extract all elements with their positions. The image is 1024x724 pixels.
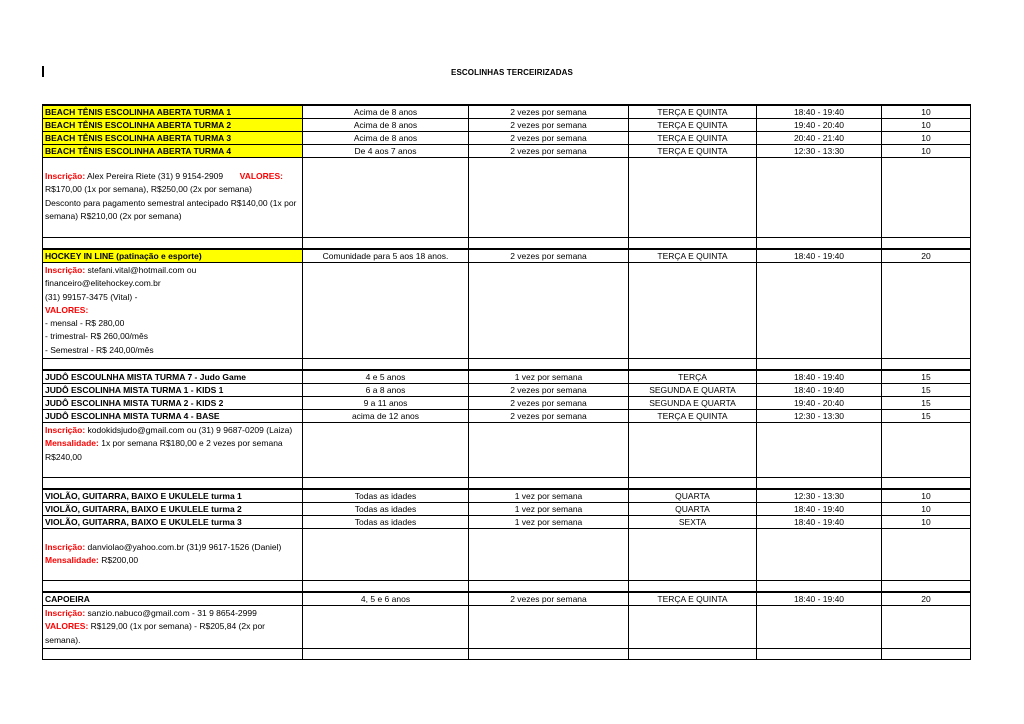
class-name: BEACH TÊNIS ESCOLINHA ABERTA TURMA 4 xyxy=(43,145,303,158)
weekdays: QUARTA xyxy=(629,503,757,516)
table-row xyxy=(43,119,971,132)
frequency: 2 vezes por semana xyxy=(469,592,629,606)
spots: 10 xyxy=(882,105,971,119)
age-range: Comunidade para 5 aos 18 anos. xyxy=(303,249,469,263)
table-row xyxy=(43,503,971,516)
schedule-time: 18:40 - 19:40 xyxy=(757,105,882,119)
spots: 10 xyxy=(882,516,971,529)
weekdays: TERÇA E QUINTA xyxy=(629,249,757,263)
age-range: Acima de 8 anos xyxy=(303,132,469,145)
frequency: 1 vez por semana xyxy=(469,489,629,503)
contact-text: kodokidsjudo@gmail.com ou (31) 9 9687-0209 (Laiza) xyxy=(85,425,293,436)
spots: 15 xyxy=(882,397,971,410)
weekdays: TERÇA E QUINTA xyxy=(629,592,757,606)
info-label: Inscrição: xyxy=(45,265,86,275)
info-row xyxy=(43,423,971,478)
age-range: De 4 aos 7 anos xyxy=(303,145,469,158)
weekdays: TERÇA xyxy=(629,370,757,384)
spots: 20 xyxy=(882,592,971,606)
spots: 15 xyxy=(882,384,971,397)
class-name: HOCKEY IN LINE (patinação e esporte) xyxy=(43,249,303,263)
prices-label: VALORES: xyxy=(45,621,89,632)
frequency: 2 vezes por semana xyxy=(469,384,629,397)
weekdays: TERÇA E QUINTA xyxy=(629,132,757,145)
fee-label: Mensalidade: xyxy=(45,438,99,449)
weekdays: SEGUNDA E QUARTA xyxy=(629,384,757,397)
schedule-time: 19:40 - 20:40 xyxy=(757,397,882,410)
age-range: 4 e 5 anos xyxy=(303,370,469,384)
info-row xyxy=(43,158,971,238)
enrollment-info xyxy=(43,158,303,238)
spacer-row xyxy=(43,581,971,593)
table-row xyxy=(43,105,971,119)
spacer-row xyxy=(43,359,971,371)
fee-text: 1x por semana R$180,00 e 2 vezes por semana R$240,00 xyxy=(45,438,283,462)
table-row xyxy=(43,132,971,145)
info-label: Inscrição: xyxy=(45,425,86,436)
enrollment-info xyxy=(43,529,303,581)
spots: 10 xyxy=(882,132,971,145)
schedule-time: 18:40 - 19:40 xyxy=(757,249,882,263)
age-range: Todas as idades xyxy=(303,489,469,503)
info-label: Inscrição: xyxy=(45,171,86,181)
price-line: - trimestral- R$ 260,00/mês xyxy=(45,331,148,342)
contact-text: stefani.vital@hotmail.com ou financeiro@elitehockey.com.br xyxy=(45,265,197,289)
frequency: 2 vezes por semana xyxy=(469,105,629,119)
table-row xyxy=(43,145,971,158)
phone-text: (31) 99157-3475 (Vital) - xyxy=(45,291,138,302)
price-line: - mensal - R$ 280,00 xyxy=(45,318,125,329)
table-row xyxy=(43,410,971,423)
contact-text: Alex Pereira Riete (31) 9 9154-2909 xyxy=(85,171,224,181)
age-range: Todas as idades xyxy=(303,516,469,529)
spots: 10 xyxy=(882,119,971,132)
class-name: JUDÔ ESCOLINHA MISTA TURMA 2 - KIDS 2 xyxy=(43,397,303,410)
schedule-time: 19:40 - 20:40 xyxy=(757,119,882,132)
frequency: 1 vez por semana xyxy=(469,516,629,529)
spots: 10 xyxy=(882,145,971,158)
class-name: VIOLÃO, GUITARRA, BAIXO E UKULELE turma 1 xyxy=(43,489,303,503)
class-name: BEACH TÊNIS ESCOLINHA ABERTA TURMA 3 xyxy=(43,132,303,145)
weekdays: TERÇA E QUINTA xyxy=(629,145,757,158)
table-row xyxy=(43,370,971,384)
weekdays: TERÇA E QUINTA xyxy=(629,105,757,119)
info-label: Inscrição: xyxy=(45,608,86,619)
weekdays: TERÇA E QUINTA xyxy=(629,410,757,423)
info-row xyxy=(43,529,971,581)
contact-text: sanzio.nabuco@gmail.com - 31 9 8654-2999 xyxy=(85,608,257,619)
schedule-time: 18:40 - 19:40 xyxy=(757,370,882,384)
enrollment-info xyxy=(43,263,303,359)
prices-text: R$170,00 (1x por semana), R$250,00 (2x por semana) xyxy=(45,184,252,195)
spacer-row xyxy=(43,238,971,250)
info-row xyxy=(43,263,971,359)
schedule-time: 12:30 - 13:30 xyxy=(757,489,882,503)
spots: 15 xyxy=(882,370,971,384)
spots: 20 xyxy=(882,249,971,263)
class-name: VIOLÃO, GUITARRA, BAIXO E UKULELE turma 3 xyxy=(43,516,303,529)
table-row xyxy=(43,592,971,606)
class-name: BEACH TÊNIS ESCOLINHA ABERTA TURMA 2 xyxy=(43,119,303,132)
age-range: 4, 5 e 6 anos xyxy=(303,592,469,606)
schedule-time: 18:40 - 19:40 xyxy=(757,592,882,606)
info-row xyxy=(43,606,971,649)
schedule-time: 12:30 - 13:30 xyxy=(757,145,882,158)
spots: 15 xyxy=(882,410,971,423)
age-range: 6 a 8 anos xyxy=(303,384,469,397)
fee-text: R$200,00 xyxy=(98,555,139,566)
table-row xyxy=(43,384,971,397)
table-row xyxy=(43,249,971,263)
weekdays: TERÇA E QUINTA xyxy=(629,119,757,132)
class-name: JUDÔ ESCOULNHA MISTA TURMA 7 - Judo Game xyxy=(43,370,303,384)
schedule-time: 12:30 - 13:30 xyxy=(757,410,882,423)
frequency: 2 vezes por semana xyxy=(469,397,629,410)
frequency: 2 vezes por semana xyxy=(469,119,629,132)
age-range: Todas as idades xyxy=(303,503,469,516)
info-label: Inscrição: xyxy=(45,542,86,553)
prices-text: R$129,00 (1x por semana) - R$205,84 (2x por semana). xyxy=(45,621,266,645)
discount-text: Desconto para pagamento semestral antecipado R$140,00 (1x por semana) R$210,00 (2x por semana) xyxy=(45,197,297,221)
spacer-row xyxy=(43,478,971,490)
weekdays: SEGUNDA E QUARTA xyxy=(629,397,757,410)
weekdays: QUARTA xyxy=(629,489,757,503)
class-name: JUDÔ ESCOLINHA MISTA TURMA 4 - BASE xyxy=(43,410,303,423)
frequency: 2 vezes por semana xyxy=(469,410,629,423)
frequency: 2 vezes por semana xyxy=(469,249,629,263)
spacer-row xyxy=(43,648,971,659)
table-row xyxy=(43,516,971,529)
weekdays: SEXTA xyxy=(629,516,757,529)
age-range: acima de 12 anos xyxy=(303,410,469,423)
enrollment-info xyxy=(43,423,303,478)
age-range: 9 a 11 anos xyxy=(303,397,469,410)
class-name: BEACH TÊNIS ESCOLINHA ABERTA TURMA 1 xyxy=(43,105,303,119)
enrollment-info xyxy=(43,606,303,649)
frequency: 1 vez por semana xyxy=(469,503,629,516)
schedule-time: 18:40 - 19:40 xyxy=(757,516,882,529)
page-title: ESCOLINHAS TERCEIRIZADAS xyxy=(451,68,573,77)
schedule-time: 18:40 - 19:40 xyxy=(757,503,882,516)
prices-label: VALORES: xyxy=(45,304,89,315)
schedule-time: 20:40 - 21:40 xyxy=(757,132,882,145)
spots: 10 xyxy=(882,489,971,503)
contact-text: danviolao@yahoo.com.br (31)9 9617-1526 (Daniel) xyxy=(85,542,282,553)
prices-label: VALORES: xyxy=(239,171,283,181)
schools-table xyxy=(42,104,971,660)
frequency: 1 vez por semana xyxy=(469,370,629,384)
frequency: 2 vezes por semana xyxy=(469,145,629,158)
schedule-time: 18:40 - 19:40 xyxy=(757,384,882,397)
table-row xyxy=(43,397,971,410)
age-range: Acima de 8 anos xyxy=(303,105,469,119)
frequency: 2 vezes por semana xyxy=(469,132,629,145)
fee-label: Mensalidade: xyxy=(45,555,99,566)
class-name: CAPOEIRA xyxy=(43,592,303,606)
table-row xyxy=(43,489,971,503)
price-line: - Semestral - R$ 240,00/mês xyxy=(45,344,154,355)
spots: 10 xyxy=(882,503,971,516)
class-name: JUDÔ ESCOLINHA MISTA TURMA 1 - KIDS 1 xyxy=(43,384,303,397)
age-range: Acima de 8 anos xyxy=(303,119,469,132)
class-name: VIOLÃO, GUITARRA, BAIXO E UKULELE turma 2 xyxy=(43,503,303,516)
